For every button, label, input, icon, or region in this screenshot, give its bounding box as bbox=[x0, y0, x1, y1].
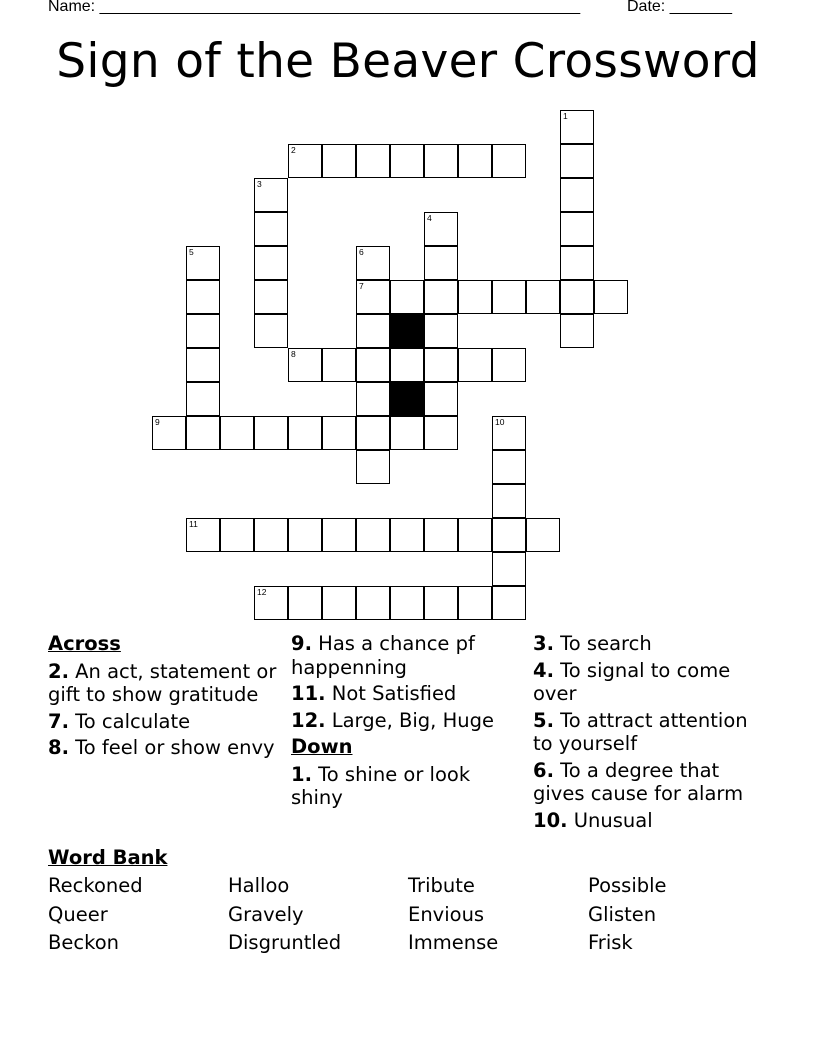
grid-cell[interactable] bbox=[390, 280, 424, 314]
grid-cell[interactable] bbox=[288, 348, 322, 382]
clue-across-7: 7. To calculate bbox=[48, 709, 191, 733]
grid-cell[interactable] bbox=[560, 110, 594, 144]
grid-cell[interactable] bbox=[492, 450, 526, 484]
word-bank-word: Disgruntled bbox=[228, 931, 342, 954]
grid-cell[interactable] bbox=[356, 586, 390, 620]
clue-down-10: 10. Unusual bbox=[533, 808, 653, 832]
date-label: Date: _______ bbox=[627, 0, 732, 15]
grid-cell[interactable] bbox=[356, 280, 390, 314]
grid-cell[interactable] bbox=[492, 144, 526, 178]
word-bank-word: Immense bbox=[408, 931, 499, 954]
grid-cell[interactable] bbox=[186, 382, 220, 416]
clues-column-3 bbox=[533, 632, 773, 835]
grid-cell[interactable] bbox=[186, 518, 220, 552]
grid-cell[interactable] bbox=[152, 416, 186, 450]
grid-cell[interactable] bbox=[254, 280, 288, 314]
clue-number: 11 bbox=[189, 519, 198, 529]
grid-cell[interactable] bbox=[254, 416, 288, 450]
clue-number: 6 bbox=[359, 247, 364, 257]
grid-cell[interactable] bbox=[220, 416, 254, 450]
clue-down-4: 4. To signal to come over bbox=[533, 658, 731, 705]
clue-across-8: 8. To feel or show envy bbox=[48, 736, 275, 759]
clue-number: 8 bbox=[291, 349, 296, 359]
grid-cell[interactable] bbox=[220, 518, 254, 552]
word-bank-word: Gravely bbox=[228, 903, 304, 926]
clue-number: 9 bbox=[155, 417, 160, 427]
grid-cell[interactable] bbox=[356, 416, 390, 450]
clue-down-5: 5. To attract attention to yourself bbox=[533, 708, 748, 755]
clue-across-2: 2. An act, statement or gift to show gratitude bbox=[48, 659, 277, 706]
grid-cell[interactable] bbox=[356, 314, 390, 348]
grid-cell[interactable] bbox=[560, 246, 594, 280]
clue-across-12: 12. Large, Big, Huge bbox=[291, 708, 494, 732]
grid-cell[interactable] bbox=[424, 212, 458, 246]
grid-cell[interactable] bbox=[186, 348, 220, 382]
page-title: Sign of the Beaver Crossword bbox=[56, 34, 760, 89]
clue-number: 7 bbox=[359, 281, 364, 291]
word-bank-word: Frisk bbox=[588, 931, 633, 954]
grid-cell[interactable] bbox=[458, 586, 492, 620]
word-bank-heading: Word Bank bbox=[48, 846, 168, 869]
clue-number: 10 bbox=[495, 417, 505, 427]
black-square bbox=[390, 314, 424, 348]
word-bank-word: Tribute bbox=[408, 874, 475, 897]
across-heading: Across bbox=[48, 632, 121, 655]
grid-cell[interactable] bbox=[424, 382, 458, 416]
grid-cell[interactable] bbox=[424, 586, 458, 620]
clue-across-9: 9. Has a chance pf happenning bbox=[291, 632, 475, 679]
grid-cell[interactable] bbox=[254, 314, 288, 348]
grid-cell[interactable] bbox=[322, 348, 356, 382]
grid-cell[interactable] bbox=[424, 314, 458, 348]
grid-cell[interactable] bbox=[424, 246, 458, 280]
grid-cell[interactable] bbox=[492, 484, 526, 518]
grid-cell[interactable] bbox=[288, 416, 322, 450]
grid-cell[interactable] bbox=[390, 416, 424, 450]
clues-column-2 bbox=[291, 632, 516, 813]
word-bank-word: Possible bbox=[588, 874, 667, 897]
grid-cell[interactable] bbox=[288, 518, 322, 552]
word-bank-word: Halloo bbox=[228, 874, 290, 897]
grid-cell[interactable] bbox=[254, 586, 288, 620]
clue-down-6: 6. To a degree that gives cause for alarm bbox=[533, 758, 744, 805]
clue-number: 3 bbox=[257, 179, 262, 189]
grid-cell[interactable] bbox=[186, 280, 220, 314]
clue-number: 12 bbox=[257, 587, 267, 597]
grid-cell[interactable] bbox=[254, 518, 288, 552]
word-bank-word: Reckoned bbox=[48, 874, 143, 897]
grid-cell[interactable] bbox=[356, 246, 390, 280]
grid-cell[interactable] bbox=[492, 416, 526, 450]
clue-across-11: 11. Not Satisfied bbox=[291, 682, 457, 705]
grid-cell[interactable] bbox=[288, 144, 322, 178]
grid-cell[interactable] bbox=[424, 280, 458, 314]
grid-cell[interactable] bbox=[390, 144, 424, 178]
grid-cell[interactable] bbox=[492, 280, 526, 314]
grid-cell[interactable] bbox=[424, 144, 458, 178]
grid-cell[interactable] bbox=[526, 518, 560, 552]
word-bank-word: Envious bbox=[408, 903, 485, 926]
grid-cell[interactable] bbox=[424, 518, 458, 552]
grid-cell[interactable] bbox=[560, 212, 594, 246]
black-square bbox=[390, 382, 424, 416]
grid-cell[interactable] bbox=[322, 144, 356, 178]
grid-cell[interactable] bbox=[186, 314, 220, 348]
grid-cell[interactable] bbox=[254, 178, 288, 212]
grid-cell[interactable] bbox=[186, 416, 220, 450]
grid-cell[interactable] bbox=[526, 280, 560, 314]
grid-cell[interactable] bbox=[254, 212, 288, 246]
word-bank-word: Beckon bbox=[48, 931, 119, 954]
grid-cell[interactable] bbox=[356, 144, 390, 178]
name-label: Name: ______________________________________________________ bbox=[48, 0, 581, 15]
grid-cell[interactable] bbox=[560, 178, 594, 212]
grid-cell[interactable] bbox=[390, 518, 424, 552]
grid-cell[interactable] bbox=[356, 450, 390, 484]
grid-cell[interactable] bbox=[492, 552, 526, 586]
word-bank-word: Glisten bbox=[588, 903, 657, 926]
grid-cell[interactable] bbox=[458, 144, 492, 178]
grid-cell[interactable] bbox=[560, 144, 594, 178]
grid-cell[interactable] bbox=[322, 518, 356, 552]
clue-number: 5 bbox=[189, 247, 194, 257]
grid-cell[interactable] bbox=[288, 586, 322, 620]
grid-cell[interactable] bbox=[492, 348, 526, 382]
grid-cell[interactable] bbox=[356, 382, 390, 416]
grid-cell[interactable] bbox=[492, 586, 526, 620]
grid-cell[interactable] bbox=[322, 586, 356, 620]
grid-cell[interactable] bbox=[594, 280, 628, 314]
grid-cell[interactable] bbox=[458, 348, 492, 382]
clues-column-1 bbox=[48, 632, 278, 763]
grid-cell[interactable] bbox=[492, 518, 526, 552]
clue-number: 4 bbox=[427, 213, 432, 223]
grid-cell[interactable] bbox=[424, 416, 458, 450]
grid-cell[interactable] bbox=[254, 246, 288, 280]
clue-number: 1 bbox=[563, 111, 568, 121]
clue-down-1: 1. To shine or look shiny bbox=[291, 762, 471, 809]
grid-cell[interactable] bbox=[560, 314, 594, 348]
grid-cell[interactable] bbox=[322, 416, 356, 450]
clue-number: 2 bbox=[291, 145, 296, 155]
grid-cell[interactable] bbox=[390, 586, 424, 620]
grid-cell[interactable] bbox=[424, 348, 458, 382]
grid-cell[interactable] bbox=[356, 518, 390, 552]
grid-cell[interactable] bbox=[560, 280, 594, 314]
grid-cell[interactable] bbox=[186, 246, 220, 280]
clue-down-3: 3. To search bbox=[533, 632, 652, 655]
grid-cell[interactable] bbox=[458, 280, 492, 314]
grid-cell[interactable] bbox=[458, 518, 492, 552]
word-bank-word: Queer bbox=[48, 903, 108, 926]
grid-cell[interactable] bbox=[356, 348, 390, 382]
down-heading: Down bbox=[291, 735, 353, 758]
grid-cell[interactable] bbox=[390, 348, 424, 382]
